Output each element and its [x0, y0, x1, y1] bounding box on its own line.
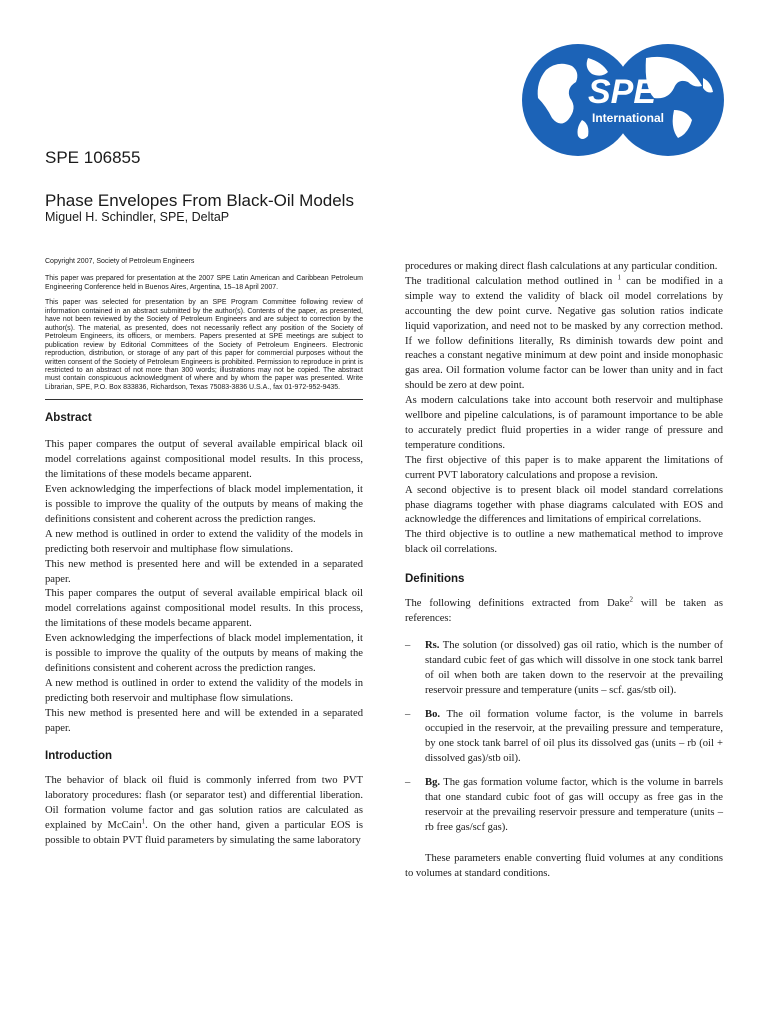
abstract-paragraph: This paper compares the output of several available empirical black oil model correlations against compositional model results. In this process, the limitations of these models became apparent. — [45, 439, 363, 481]
abstract-paragraph: A new method is outlined in order to extend the validity of the models in predicting both reservoir and multiphase flow simulations. — [45, 528, 363, 555]
introduction-paragraph: The first objective of this paper is to make apparent the limitations of current PVT laboratory calculations and propose a revision. — [405, 454, 723, 481]
abstract-heading: Abstract — [45, 412, 92, 425]
definitions-intro: The following definitions extracted from Dake$^2$ will be taken as references: — [405, 595, 723, 625]
definition-text: The oil formation volume factor, is the volume in barrels occupied in the reservoir, at the prevailing pressure and temperature, by one stock tank barrel of oil plus its dissolved gas (units – rb (oil + dissolved gas)/stb oil). — [425, 708, 723, 765]
list-dash: – — [405, 639, 411, 651]
definition-text: The solution (or dissolved) gas oil ratio, which is the number of standard cubic feet of gas which will dissolve in one stock tank barrel of oil when both are taken down to the reservoir at the prevailing reservoir pressure and temperature (units – scf. gas/stb oil). — [425, 639, 723, 696]
introduction-paragraph: The traditional calculation method outlined in $^1$ can be modified in a simple way to extend the validity of black oil model correlations by accounting the dew point curve. Negative gas solution ratios indicate liquid vaporization, and need not to be masked by any correction method. If we follow definitions literally, Rs diminish towards dew point and reaches a constant negative minimum at dew point and inside monophasic gas area. Oil formation volume factor can be lower than unity and in fact should be zero at dew point. — [405, 273, 724, 392]
definition-item-rs — [405, 639, 723, 699]
definitions-body — [405, 597, 723, 882]
abstract-paragraph: Even acknowledging the imperfections of black model implementation, it is possible to improve the quality of the outputs by means of making the definitions consistent and coherent across the prediction ranges. — [45, 484, 363, 525]
definition-item-bo — [405, 708, 723, 768]
divider — [45, 399, 363, 400]
abstract-body — [45, 438, 363, 736]
definition-term: Bo. — [425, 708, 441, 720]
introduction-continued — [405, 260, 723, 558]
left-column — [45, 258, 363, 849]
introduction-paragraph: The third objective is to outline a new mathematical method to improve black oil correlations. — [405, 529, 723, 556]
copyright-line: Copyright 2007, Society of Petroleum Engineers — [45, 258, 195, 265]
definitions-heading: Definitions — [405, 573, 465, 586]
introduction-body — [45, 774, 363, 849]
definition-text: The gas formation volume factor, which is the volume in barrels that one standard cubic foot of gas will occupy as free gas in the reservoir at the prevailing reservoir pressure and temperature (units – rb free gas/scf gas). — [425, 777, 723, 833]
logo-tagline: International — [591, 111, 665, 125]
abstract-paragraph: This new method is presented here and will be extended in a separated paper. — [45, 558, 363, 585]
conference-note: This paper was prepared for presentation at the 2007 SPE Latin American and Caribbean Petroleum Engineering Conference held in Buenos Aires, Argentina, 15–18 April 2007. — [45, 275, 363, 291]
definition-term: Rs. — [425, 639, 440, 651]
citation-marker: 2 — [629, 595, 633, 604]
definition-item-bg — [405, 776, 723, 836]
abstract-paragraph: This new method is presented here and will be extended in a separated paper. — [45, 707, 363, 734]
introduction-paragraph: A second objective is to present black oil model standard correlations phase diagrams together with phase diagrams calculated with EOS and acknowledge the differences and limitations of empirical correlations. — [405, 484, 723, 526]
paper-title: Phase Envelopes From Black-Oil Models — [45, 191, 354, 210]
paper-number: SPE 106855 — [45, 148, 141, 167]
copyright-notice — [45, 258, 363, 392]
paper-author: Miguel H. Schindler, SPE, DeltaP — [45, 210, 230, 224]
spe-international-logo — [518, 40, 738, 160]
citation-marker: 1 — [141, 817, 146, 826]
introduction-paragraph: As modern calculations take into account both reservoir and multiphase wellbore and pipeline calculations, is of paramount importance to be able to accurately predict fluid properties in a wider range of pressure and temperature conditions. — [405, 395, 723, 451]
list-dash: – — [405, 777, 411, 789]
citation-marker: 1 — [617, 273, 622, 282]
introduction-heading: Introduction — [45, 750, 113, 763]
introduction-paragraph: The behavior of black oil fluid is commonly inferred from two PVT laboratory procedures: flash (or separator test) and differential liberation. Oil formation volume factor and gas solution ratios are calculated as explained by McCain$^1$. On the other hand, given a particular EOS is possible to obtain PVT fluid parameters by simulating the same laboratory — [45, 775, 363, 847]
list-dash: – — [405, 708, 411, 720]
abstract-paragraph: This paper compares the output of several available empirical black oil model correlations against compositional model results. In this process, the limitations of these models became apparent. — [45, 588, 363, 630]
abstract-paragraph: Even acknowledging the imperfections of black model implementation, it is possible to improve the quality of the outputs by means of making the definitions consistent and coherent across the prediction ranges. — [45, 633, 363, 674]
abstract-paragraph: A new method is outlined in order to extend the validity of the models in predicting both reservoir and multiphase flow simulations. — [45, 677, 363, 704]
definitions-closing: These parameters enable converting fluid volumes at any conditions to volumes at standard conditions. — [405, 852, 723, 879]
right-column — [405, 260, 723, 882]
logo-acronym: SPE — [587, 73, 657, 111]
review-note: This paper was selected for presentation by an SPE Program Committee following review of information contained in an abstract submitted by the author(s). Contents of the paper, as presented, have not been reviewed by the Society of Petroleum Engineers and are subject to correction by the author(s). The material, as presented, does not necessarily reflect any position of the Society of Petroleum Engineers, its officers, or members. Papers presented at SPE meetings are subject to publication review by Editorial Committees of the Society of Petroleum Engineers. Electronic reproduction, distribution, or storage of any part of this paper for commercial purposes without the written consent of the Society of Petroleum Engineers is prohibited. Permission to reproduce in print is restricted to an abstract of not more than 300 words; illustrations may not be copied. The abstract must contain conspicuous acknowledgment of where and by whom the paper was presented. Write Librarian, SPE, P.O. Box 833836, Richardson, Texas 75083-3836 U.S.A., fax 01-972-952-9435. — [45, 299, 363, 391]
definition-term: Bg. — [425, 777, 441, 789]
introduction-paragraph: procedures or making direct flash calculations at any particular condition. — [405, 261, 718, 272]
